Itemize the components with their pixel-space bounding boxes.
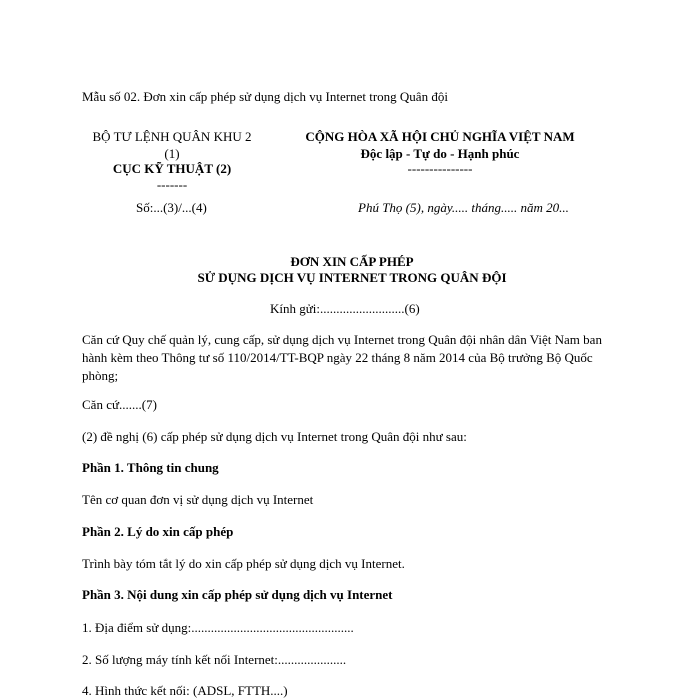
basis-paragraph-2: Căn cứ.......(7) [82,397,157,412]
section2-body: Trình bày tóm tắt lý do xin cấp phép sử dụng dịch vụ Internet. [82,556,405,571]
place-date: Phú Thọ (5), ngày..... tháng..... năm 20... [358,200,569,215]
section1-body: Tên cơ quan đơn vị sử dụng dịch vụ Internet [82,492,314,507]
form-caption: Mẫu số 02. Đơn xin cấp phép sử dụng dịch vụ Internet trong Quân đội [82,89,448,104]
document-number: Số:...(3)/...(4) [136,200,207,215]
header-right-nation: CỘNG HÒA XÃ HỘI CHỦ NGHĨA VIỆT NAM [305,129,575,144]
header-left-line2: (1) [164,146,180,161]
document-title-line1: ĐƠN XIN CẤP PHÉP [290,254,414,269]
section2-heading: Phần 2. Lý do xin cấp phép [82,524,234,539]
section1-heading: Phần 1. Thông tin chung [82,460,219,475]
header-left-line1: BỘ TƯ LỆNH QUÂN KHU 2 [92,129,252,144]
document-title-line2: SỬ DỤNG DỊCH VỤ INTERNET TRONG QUÂN ĐỘI [197,270,507,285]
header-left-agency: CỤC KỸ THUẬT (2) [112,161,232,176]
request-paragraph: (2) đề nghị (6) cấp phép sử dụng dịch vụ Internet trong Quân đội như sau: [82,429,467,444]
recipient-line: Kính gửi:..........................(6) [270,301,420,316]
header-right-divider: --------------- [407,161,473,176]
section3-item4: 4. Hình thức kết nối: (ADSL, FTTH....) [82,683,288,698]
header-left-divider: ------- [156,177,188,192]
section3-heading: Phần 3. Nội dung xin cấp phép sử dụng dịch vụ Internet [82,587,393,602]
section3-item2: 2. Số lượng máy tính kết nối Internet:..................... [82,652,347,667]
header-right-motto: Độc lập - Tự do - Hạnh phúc [360,146,520,161]
basis-paragraph-1: Căn cứ Quy chế quản lý, cung cấp, sử dụng dịch vụ Internet trong Quân đội nhân dân Việt Nam ban hành kèm theo Thông tư số 110/2014/TT-BQP ngày 22 tháng 8 năm 2014 của Bộ trưởng Bộ Quốc phòng; [82,332,602,383]
section3-item1: 1. Địa điểm sử dụng:.................................................. [82,620,354,635]
